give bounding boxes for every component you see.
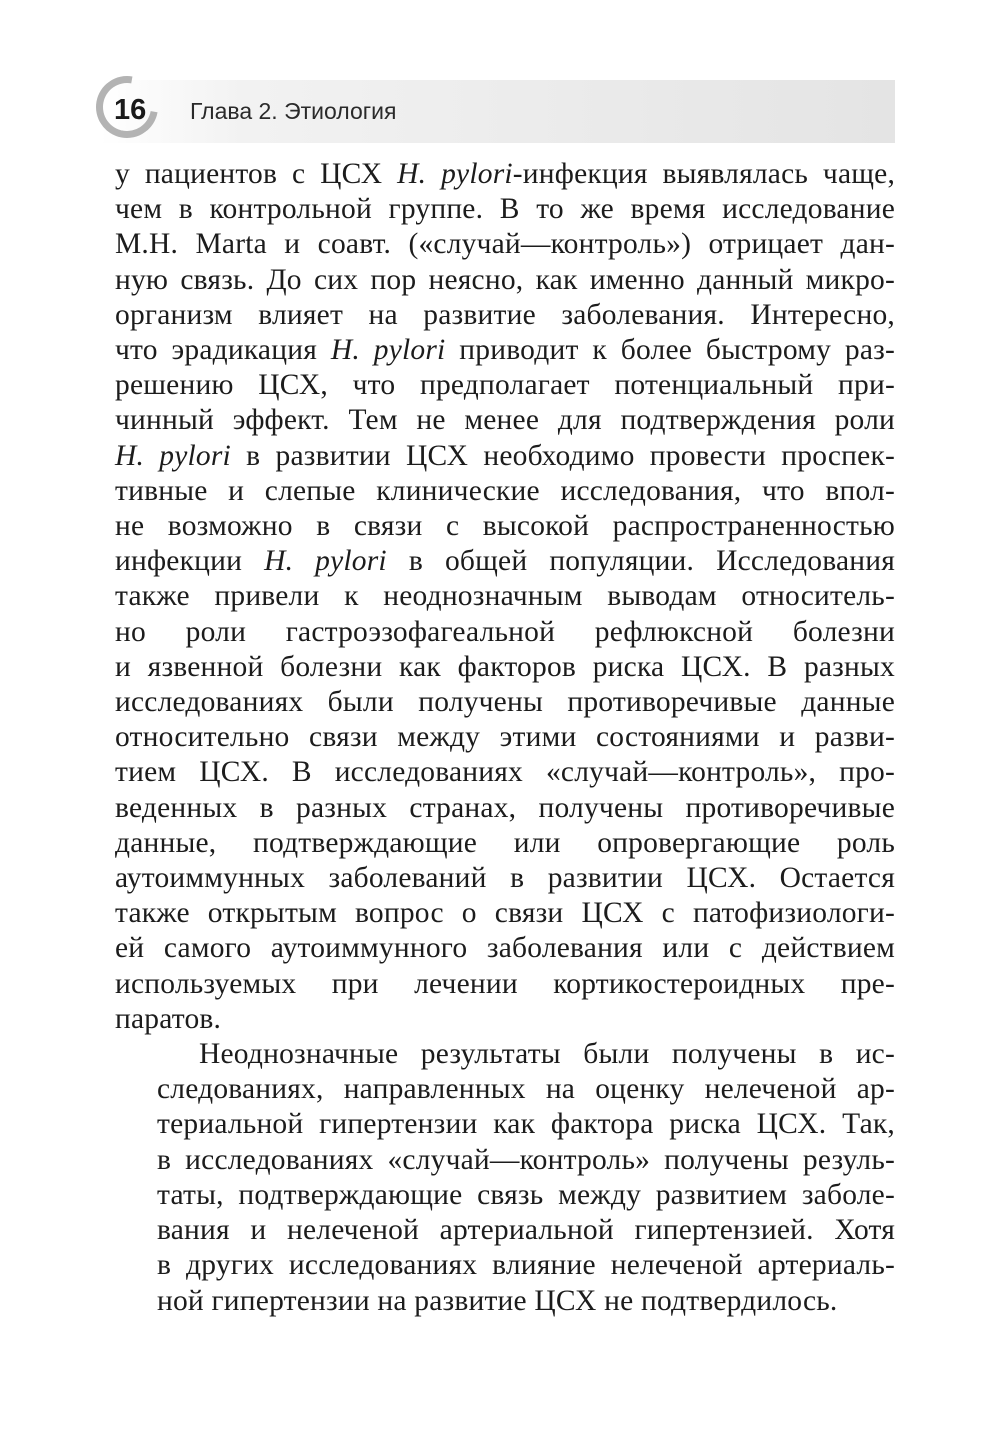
text-line [115, 1213, 895, 1248]
text-span: ной гипертензии на развитие ЦСХ не подтвердилось. [157, 1284, 838, 1317]
body-text [115, 157, 895, 1319]
text-span: чем в контрольной группе. В то же время исследование [115, 193, 895, 226]
text-line [115, 298, 895, 333]
text-line [115, 263, 895, 298]
text-span: также открытым вопрос о связи ЦСХ с патофизиологи- [115, 897, 895, 930]
text-line [115, 1107, 895, 1142]
italic-term: H. pylori [115, 439, 231, 472]
text-span: тием ЦСХ. В исследованиях «случай—контроль», про- [115, 756, 895, 789]
text-span: чинный эффект. Тем не менее для подтверждения роли [115, 404, 895, 437]
text-span: териальной гипертензии как фактора риска ЦСХ. Так, [157, 1108, 895, 1141]
italic-term: H. pylori [264, 545, 387, 578]
text-span: инфекции [115, 545, 265, 578]
italic-term: H. pylori [330, 334, 446, 367]
text-span: следованиях, направленных на оценку нелеченой ар- [157, 1073, 895, 1106]
text-line [115, 439, 895, 474]
text-line [115, 826, 895, 861]
text-line [115, 615, 895, 650]
text-line [115, 227, 895, 262]
chapter-title: Глава 2. Этиология [190, 98, 397, 124]
text-line [115, 685, 895, 720]
text-line [115, 1178, 895, 1213]
text-line [115, 368, 895, 403]
text-span: Неоднозначные результаты были получены в ис- [199, 1038, 895, 1071]
text-span: используемых при лечении кортикостероидных пре- [115, 967, 895, 1000]
text-line [115, 896, 895, 931]
text-span: ей самого аутоиммунного заболевания или с действием [115, 932, 895, 965]
text-line [115, 403, 895, 438]
text-span: в общей популяции. Исследования [386, 545, 895, 578]
text-line [115, 579, 895, 614]
text-span: но роли гастроэзофагеальной рефлюксной болезни [115, 615, 895, 648]
text-line [115, 1143, 895, 1178]
text-line [115, 931, 895, 966]
text-span: в развитии ЦСХ необходимо провести проспек- [230, 439, 896, 472]
text-line [115, 1248, 895, 1283]
text-line [115, 967, 895, 1002]
text-span: в других исследованиях влияние нелеченой артериаль- [157, 1249, 895, 1282]
text-span: относительно связи между этими состояниями и разви- [115, 721, 895, 754]
text-span: тивные и слепые клинические исследования, что впол- [115, 474, 895, 507]
text-span: M.H. Marta и соавт. («случай—контроль») отрицает дан- [115, 228, 895, 261]
text-span: приводит к более быстрому раз- [445, 334, 896, 367]
text-line [115, 791, 895, 826]
text-line [115, 509, 895, 544]
text-span: у пациентов с ЦСХ [115, 158, 398, 190]
text-span: таты, подтверждающие связь между развитием заболе- [157, 1178, 895, 1211]
text-line [115, 755, 895, 790]
text-line [115, 333, 895, 368]
text-span: -инфекция выявлялась чаще, [512, 158, 896, 190]
text-span: исследованиях были получены противоречивые данные [115, 686, 895, 719]
text-line [115, 1072, 895, 1107]
text-line [115, 720, 895, 755]
text-line [115, 650, 895, 685]
text-span: решению ЦСХ, что предполагает потенциальный при- [115, 369, 895, 402]
text-span: организм влияет на развитие заболевания. Интересно, [115, 298, 895, 331]
text-span: вания и нелеченой артериальной гипертензией. Хотя [157, 1214, 895, 1247]
text-span: паратов. [115, 1002, 222, 1035]
text-line [115, 474, 895, 509]
italic-term: H. pylori [397, 158, 513, 190]
text-line [115, 1037, 895, 1072]
text-span: данные, подтверждающие или опровергающие роль [115, 826, 895, 859]
text-span: и язвенной болезни как факторов риска ЦСХ. В разных [115, 650, 895, 683]
paragraph [115, 1037, 895, 1319]
text-line [115, 1002, 895, 1037]
text-span: в исследованиях «случай—контроль» получены резуль- [157, 1143, 895, 1176]
text-line [115, 192, 895, 227]
text-span: ную связь. До сих пор неясно, как именно данный микро- [115, 263, 895, 296]
text-span: веденных в разных странах, получены противоречивые [115, 791, 895, 824]
text-span: не возможно в связи с высокой распространенностью [115, 510, 895, 543]
text-line [115, 1284, 895, 1319]
text-line [115, 861, 895, 896]
text-line [115, 544, 895, 579]
text-span: аутоиммунных заболеваний в развитии ЦСХ. Остается [115, 862, 895, 895]
text-span: что эрадикация [115, 334, 331, 367]
paragraph [115, 157, 895, 1037]
text-line [115, 157, 895, 192]
page-number: 16 [114, 94, 147, 126]
text-span: также привели к неоднозначным выводам относитель- [115, 580, 895, 613]
